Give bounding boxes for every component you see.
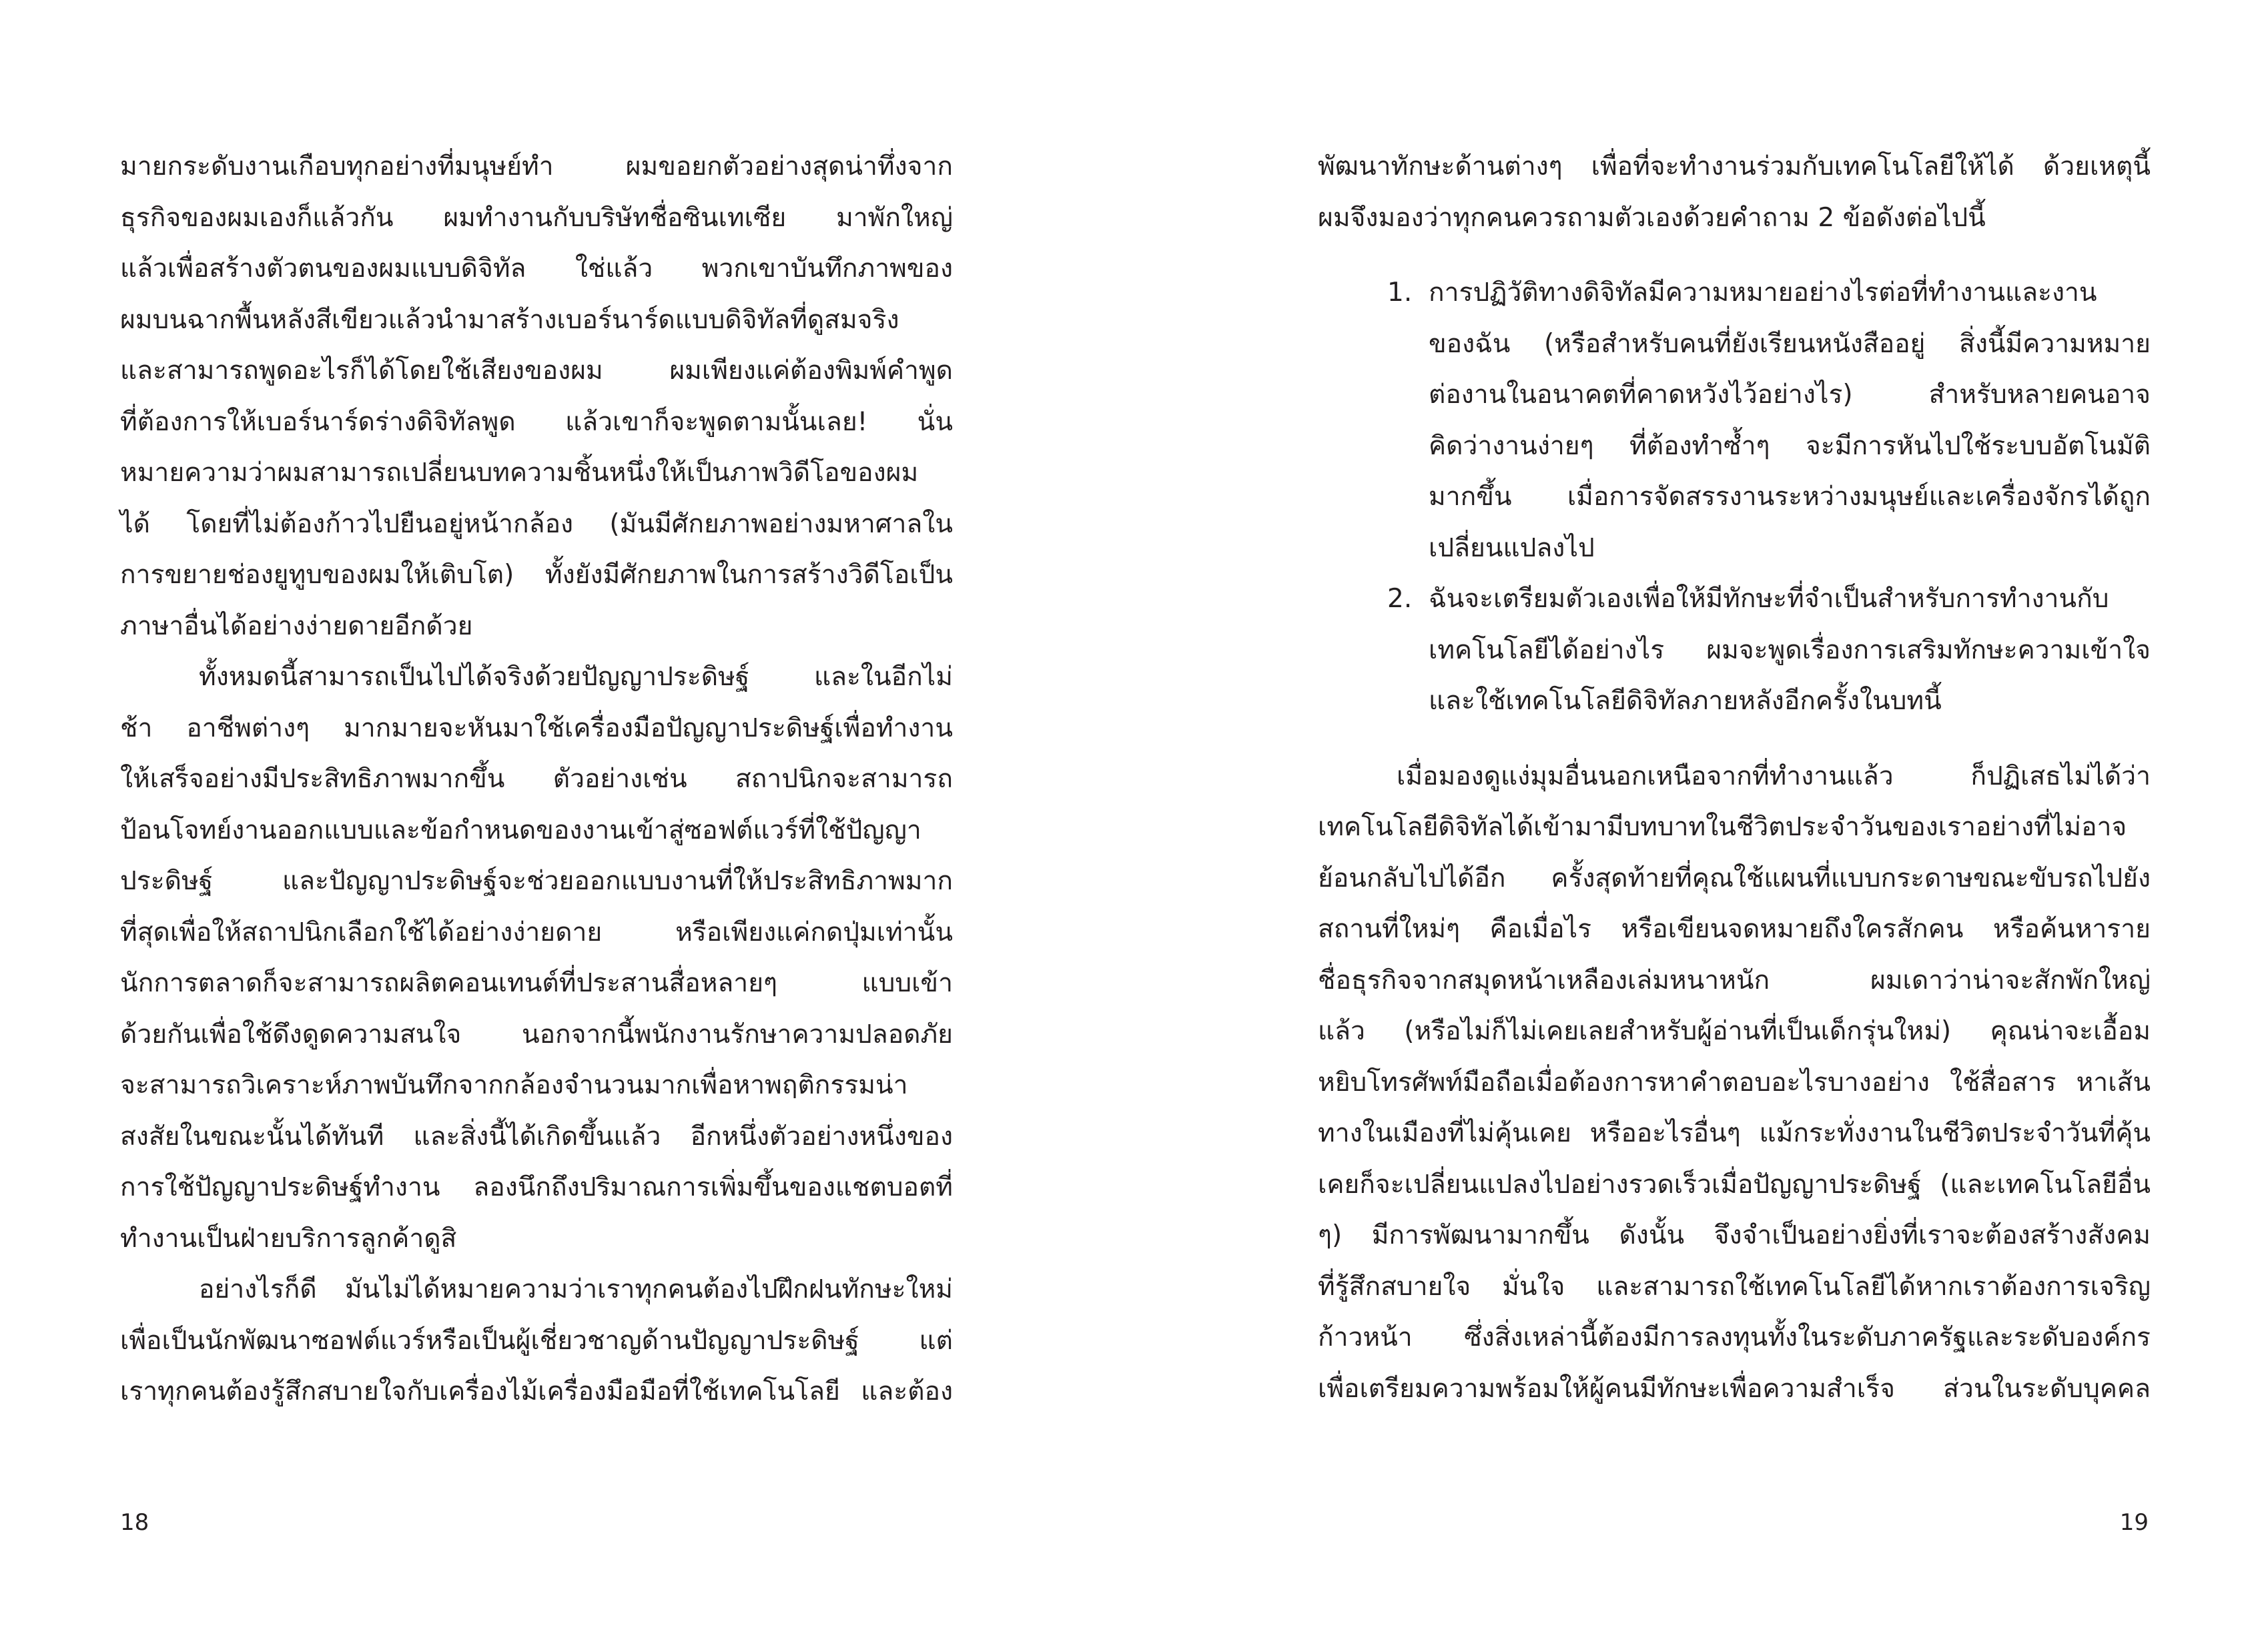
text-line: แล้ว (หรือไม่ก็ไม่เคยเลยสำหรับผู้อ่านที่เป็นเด็กรุ่นใหม่) คุณน่าจะเอื้อม (1318, 1016, 2151, 1046)
text-line: เมื่อมองดูแง่มุมอื่นนอกเหนือจากที่ทำงานแล้ว ก็ปฏิเสธไม่ได้ว่า (1397, 761, 2151, 791)
text-line: แล้วเพื่อสร้างตัวตนของผมแบบดิจิทัล ใช่แล้ว พวกเขาบันทึกภาพของ (120, 254, 953, 284)
text-line: ช้า อาชีพต่างๆ มากมายจะหันมาใช้เครื่องมือปัญญาประดิษฐ์เพื่อทำงาน (120, 713, 953, 743)
text-line: และสามารถพูดอะไรก็ได้โดยใช้เสียงของผม ผมเพียงแค่ต้องพิมพ์คำพูด (120, 356, 953, 386)
page-number-right: 19 (2119, 1509, 2149, 1536)
list-item (1318, 574, 2151, 727)
text-line: เพื่อเป็นนักพัฒนาซอฟต์แวร์หรือเป็นผู้เชี่ยวชาญด้านปัญญาประดิษฐ์ แต่ (120, 1325, 953, 1356)
numbered-list (1318, 268, 2151, 727)
list-number: 1. (1387, 278, 1413, 308)
text-line: ด้วยกันเพื่อใช้ดึงดูดความสนใจ นอกจากนี้พนักงานรักษาความปลอดภัย (120, 1019, 953, 1050)
text-line: เทคโนโลยีดิจิทัลได้เข้ามามีบทบาทในชีวิตประจำวันของเราอย่างที่ไม่อาจ (1318, 812, 2127, 842)
text-line: ๆ) มีการพัฒนามากขึ้น ดังนั้น จึงจำเป็นอย่างยิ่งที่เราจะต้องสร้างสังคม (1318, 1220, 2151, 1250)
text-line: ได้ โดยที่ไม่ต้องก้าวไปยืนอยู่หน้ากล้อง (มันมีศักยภาพอย่างมหาศาลใน (120, 508, 953, 539)
right-page-body (1318, 141, 2151, 1414)
text-line: จะสามารถวิเคราะห์ภาพบันทึกจากกล้องจำนวนมากเพื่อหาพฤติกรรมน่า (120, 1070, 908, 1100)
text-line: ที่รู้สึกสบายใจ มั่นใจ และสามารถใช้เทคโนโลยีได้หากเราต้องการเจริญ (1318, 1271, 2151, 1302)
paragraph (1318, 141, 2151, 244)
text-line: ชื่อธุรกิจจากสมุดหน้าเหลืองเล่มหนาหนัก ผมเดาว่าน่าจะสักพักใหญ่ (1318, 965, 2151, 995)
text-line: ก้าวหน้า ซึ่งสิ่งเหล่านี้ต้องมีการลงทุนทั้งในระดับภาครัฐและระดับองค์กร (1318, 1322, 2151, 1352)
text-line: เปลี่ยนแปลงไป (1429, 532, 1595, 563)
text-line: หยิบโทรศัพท์มือถือเมื่อต้องการหาคำตอบอะไรบางอย่าง ใช้สื่อสาร หาเส้น (1318, 1067, 2151, 1098)
text-line: การใช้ปัญญาประดิษฐ์ทำงาน ลองนึกถึงปริมาณการเพิ่มขึ้นของแชตบอตที่ (120, 1172, 953, 1202)
text-line: นักการตลาดก็จะสามารถผลิตคอนเทนต์ที่ประสานสื่อหลายๆ แบบเข้า (120, 968, 953, 998)
text-line: ที่สุดเพื่อให้สถาปนิกเลือกใช้ได้อย่างง่ายดาย หรือเพียงแค่กดปุ่มเท่านั้น (120, 917, 953, 947)
text-line: คิดว่างานง่ายๆ ที่ต้องทำซ้ำๆ จะมีการหันไปใช้ระบบอัตโนมัติ (1429, 430, 2151, 461)
spacer (1318, 244, 2151, 268)
paragraph (120, 141, 953, 652)
paragraph (1318, 751, 2151, 1415)
text-line: ทางในเมืองที่ไม่คุ้นเคย หรืออะไรอื่นๆ แม้กระทั่งงานในชีวิตประจำวันที่คุ้น (1318, 1118, 2151, 1148)
text-line: เทคโนโลยีได้อย่างไร ผมจะพูดเรื่องการเสริมทักษะความเข้าใจ (1429, 635, 2151, 665)
text-line: ธุรกิจของผมเองก็แล้วกัน ผมทำงานกับบริษัทชื่อซินเทเซีย มาพักใหญ่ (120, 202, 953, 233)
text-line: พัฒนาทักษะด้านต่างๆ เพื่อที่จะทำงานร่วมกับเทคโนโลยีให้ได้ ด้วยเหตุนี้ (1318, 151, 2151, 181)
paragraph (120, 1264, 953, 1418)
text-line: ภาษาอื่นได้อย่างง่ายดายอีกด้วย (120, 610, 473, 641)
text-line: การปฏิวัติทางดิจิทัลมีความหมายอย่างไรต่อที่ทำงานและงาน (1429, 278, 2097, 308)
right-page (1125, 0, 2250, 1652)
text-line: สถานที่ใหม่ๆ คือเมื่อไร หรือเขียนจดหมายถึงใครสักคน หรือค้นหาราย (1318, 914, 2151, 944)
list-number: 2. (1387, 584, 1413, 614)
left-page-body (120, 141, 953, 1418)
text-line: สงสัยในขณะนั้นได้ทันที และสิ่งนี้ได้เกิดขึ้นแล้ว อีกหนึ่งตัวอย่างหนึ่งของ (120, 1121, 953, 1152)
page-number-left: 18 (120, 1509, 149, 1536)
text-line: ทั้งหมดนี้สามารถเป็นไปได้จริงด้วยปัญญาประดิษฐ์ และในอีกไม่ (199, 662, 953, 692)
text-line: ต่องานในอนาคตที่คาดหวังไว้อย่างไร) สำหรับหลายคนอาจ (1429, 380, 2151, 410)
text-line: ที่ต้องการให้เบอร์นาร์ดร่างดิจิทัลพูด แล้วเขาก็จะพูดตามนั้นเลย! นั่น (120, 406, 953, 437)
text-line: หมายความว่าผมสามารถเปลี่ยนบทความชิ้นหนึ่งให้เป็นภาพวิดีโอของผม (120, 458, 919, 488)
text-line: เพื่อเตรียมความพร้อมให้ผู้คนมีทักษะเพื่อความสำเร็จ ส่วนในระดับบุคคล (1318, 1373, 2151, 1404)
text-line: และใช้เทคโนโลยีดิจิทัลภายหลังอีกครั้งในบทนี้ (1429, 686, 1942, 716)
text-line: ให้เสร็จอย่างมีประสิทธิภาพมากขึ้น ตัวอย่างเช่น สถาปนิกจะสามารถ (120, 764, 953, 794)
text-line: ป้อนโจทย์งานออกแบบและข้อกำหนดของงานเข้าสู่ซอฟต์แวร์ที่ใช้ปัญญา (120, 815, 921, 845)
text-line: ผมจึงมองว่าทุกคนควรถามตัวเองด้วยคำถาม 2 ข้อดังต่อไปนี้ (1318, 202, 1986, 233)
text-line: ประดิษฐ์ และปัญญาประดิษฐ์จะช่วยออกแบบงานที่ให้ประสิทธิภาพมาก (120, 866, 953, 896)
text-line: ทำงานเป็นฝ่ายบริการลูกค้าดูสิ (120, 1223, 457, 1254)
spacer (1318, 727, 2151, 751)
paragraph (120, 652, 953, 1264)
text-line: เคยก็จะเปลี่ยนแปลงไปอย่างรวดเร็วเมื่อปัญญาประดิษฐ์ (และเทคโนโลยีอื่น (1318, 1169, 2151, 1200)
text-line: ของฉัน (หรือสำหรับคนที่ยังเรียนหนังสืออยู่ สิ่งนี้มีความหมาย (1429, 328, 2151, 359)
text-line: ผมบนฉากพื้นหลังสีเขียวแล้วนำมาสร้างเบอร์นาร์ดแบบดิจิทัลที่ดูสมจริง (120, 304, 899, 335)
text-line: การขยายช่องยูทูบของผมให้เติบโต) ทั้งยังมีศักยภาพในการสร้างวิดีโอเป็น (120, 560, 953, 590)
text-line: มากขึ้น เมื่อการจัดสรรงานระหว่างมนุษย์และเครื่องจักรได้ถูก (1429, 482, 2151, 512)
text-line: มายกระดับงานเกือบทุกอย่างที่มนุษย์ทำ ผมขอยกตัวอย่างสุดน่าทึ่งจาก (120, 151, 953, 181)
text-line: เราทุกคนต้องรู้สึกสบายใจกับเครื่องไม้เครื่องมือมือที่ใช้เทคโนโลยี และต้อง (120, 1376, 953, 1406)
text-line: ย้อนกลับไปได้อีก ครั้งสุดท้ายที่คุณใช้แผนที่แบบกระดาษขณะขับรถไปยัง (1318, 863, 2151, 893)
list-item (1318, 268, 2151, 574)
text-line: ฉันจะเตรียมตัวเองเพื่อให้มีทักษะที่จำเป็นสำหรับการทำงานกับ (1429, 584, 2109, 614)
text-line: อย่างไรก็ดี มันไม่ได้หมายความว่าเราทุกคนต้องไปฝึกฝนทักษะใหม่ (199, 1274, 953, 1304)
